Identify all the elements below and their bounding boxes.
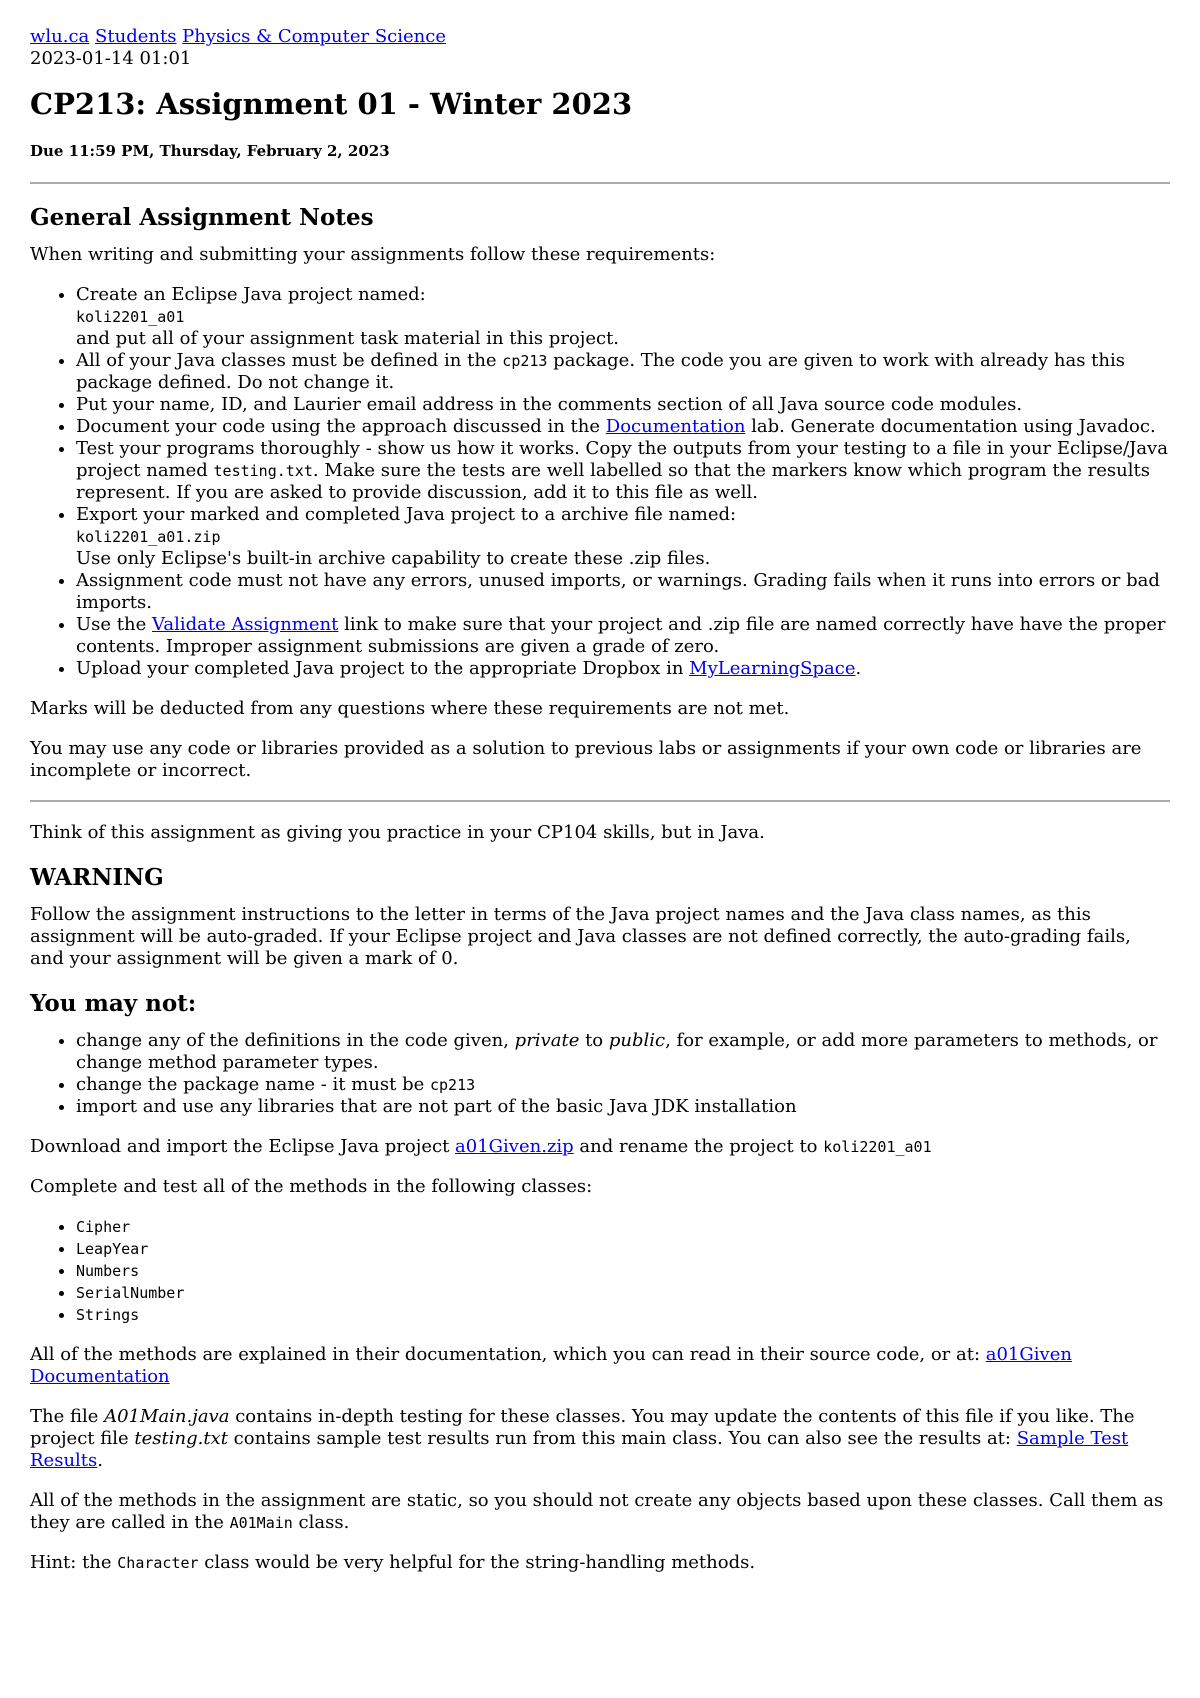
download-instructions: Download and import the Eclipse Java project a01Given.zip and rename the project to koli2201_a01 [30, 1136, 932, 1157]
classes-list [30, 1216, 1170, 1326]
general-notes-heading: General Assignment Notes [30, 204, 374, 231]
general-notes-intro: When writing and submitting your assignments follow these requirements: [30, 244, 716, 265]
methods-doc-note: All of the methods are explained in their documentation, which you can read in their source code, or at: a01Given Documentation [30, 1344, 1072, 1387]
list-item: • Cipher [76, 1216, 1170, 1238]
project-name-code: koli2201_a01 [76, 308, 185, 326]
divider-middle [30, 800, 1170, 802]
list-item: • Numbers [76, 1260, 1170, 1282]
marks-note: Marks will be deducted from any questions where these requirements are not met. [30, 698, 790, 719]
complete-instructions: Complete and test all of the methods in the following classes: [30, 1176, 593, 1197]
list-item: • Assignment code must not have any errors, unused imports, or warnings. Grading fails when it runs into errors or bad imports. [76, 570, 1170, 614]
list-item: • Upload your completed Java project to the appropriate Dropbox in MyLearningSpace. [76, 658, 1170, 680]
list-item: • Use the Validate Assignment link to make sure that your project and .zip file are named correctly have have the proper contents. Improper assignment submissions are given a grade of zero. [76, 614, 1170, 658]
reuse-note: You may use any code or libraries provided as a solution to previous labs or assignments if your own code or libraries are incomplete or incorrect. [30, 738, 1142, 781]
warning-text: Follow the assignment instructions to the letter in terms of the Java project names and the Java class names, as this assignment will be auto-graded. If your Eclipse project and Java classes are not defined correctly, the auto-grading fails, and your assignment will be given a mark of 0. [30, 904, 1131, 969]
list-item: • All of your Java classes must be defined in the cp213 package. The code you are given to work with already has this package defined. Do not change it. [76, 350, 1170, 394]
list-item: • Test your programs thoroughly - show us how it works. Copy the outputs from your testing to a file in your Eclipse/Java project named testing.txt. Make sure the tests are well labelled so that the markers know which program the results represent. If you are asked to provide discussion, add it to this file as well. [76, 438, 1170, 504]
list-item: • Document your code using the approach discussed in the Documentation lab. Generate documentation using Javadoc. [76, 416, 1170, 438]
breadcrumb-link-pcs[interactable]: Physics & Computer Science [182, 26, 446, 47]
a01given-documentation-link[interactable]: a01Given Documentation [30, 1344, 1072, 1387]
list-item: • Create an Eclipse Java project named: koli2201_a01 and put all of your assignment task material in this project. [76, 284, 1170, 350]
main-file-note: The file A01Main.java contains in-depth testing for these classes. You may update the contents of this file if you like. The project file testing.txt contains sample test results run from this main class. You can also see the results at: Sample Test Results. [30, 1406, 1135, 1471]
timestamp: 2023-01-14 01:01 [30, 48, 192, 69]
practice-note: Think of this assignment as giving you practice in your CP104 skills, but in Java. [30, 822, 765, 843]
hint-note: Hint: the Character class would be very helpful for the string-handling methods. [30, 1552, 756, 1573]
page-title: CP213: Assignment 01 - Winter 2023 [30, 87, 633, 121]
sample-test-results-link[interactable]: Sample Test Results [30, 1428, 1129, 1471]
validate-assignment-link[interactable]: Validate Assignment [151, 614, 339, 635]
breadcrumb-link-wlu[interactable]: wlu.ca [30, 26, 90, 47]
project-name-code: koli2201_a01 [823, 1138, 932, 1156]
divider-top [30, 182, 1170, 184]
due-date: Due 11:59 PM, Thursday, February 2, 2023 [30, 142, 390, 160]
warning-heading: WARNING [30, 864, 164, 891]
list-item: • import and use any libraries that are not part of the basic Java JDK installation [76, 1096, 1170, 1118]
breadcrumb-link-students[interactable]: Students [95, 26, 177, 47]
package-code: cp213 [502, 352, 548, 370]
list-item: • change any of the definitions in the code given, private to public, for example, or add more parameters to methods, or change method parameter types. [76, 1030, 1170, 1074]
zip-name-code: koli2201_a01.zip [76, 528, 221, 546]
list-item: • LeapYear [76, 1238, 1170, 1260]
mylearningspace-link[interactable]: MyLearningSpace [689, 658, 856, 679]
a01given-zip-link[interactable]: a01Given.zip [455, 1136, 574, 1157]
list-item: • change the package name - it must be cp213 [76, 1074, 1170, 1096]
may-not-heading: You may not: [30, 990, 197, 1017]
static-note: All of the methods in the assignment are static, so you should not create any objects based upon these classes. Call them as they are called in the A01Main class. [30, 1490, 1164, 1533]
requirements-list [30, 284, 1170, 680]
list-item: • SerialNumber [76, 1282, 1170, 1304]
documentation-link[interactable]: Documentation [605, 416, 746, 437]
may-not-list [30, 1030, 1170, 1118]
package-code: cp213 [430, 1076, 476, 1094]
breadcrumb [30, 26, 1170, 48]
testing-file-code: testing.txt [213, 462, 313, 480]
list-item: • Put your name, ID, and Laurier email address in the comments section of all Java source code modules. [76, 394, 1170, 416]
list-item: • Export your marked and completed Java project to a archive file named: koli2201_a01.zip Use only Eclipse's built-in archive capability to create these .zip files. [76, 504, 1170, 570]
list-item: • Strings [76, 1304, 1170, 1326]
